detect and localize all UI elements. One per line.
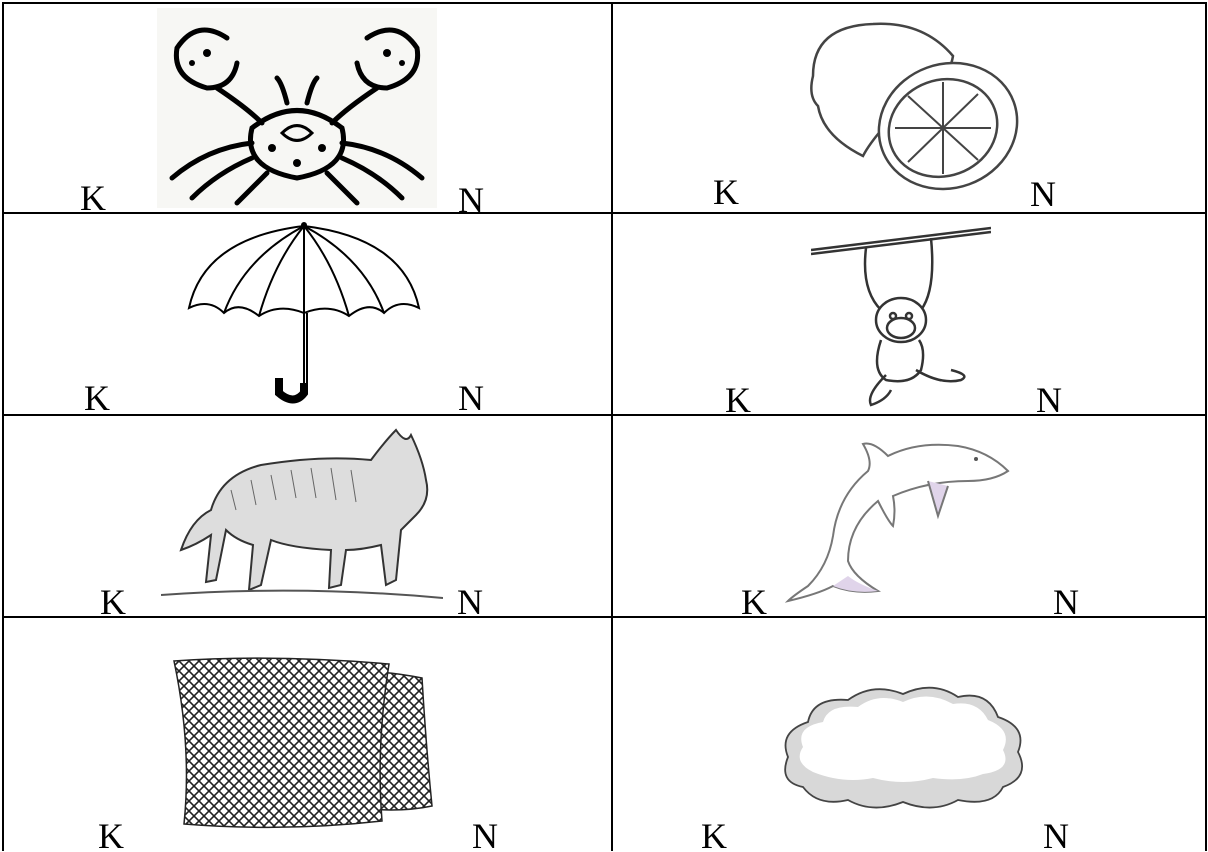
letter-left: K <box>100 582 126 616</box>
cell-umbrella <box>4 214 611 414</box>
cell-dolphin <box>613 416 1205 616</box>
letter-left: K <box>725 380 751 414</box>
cloud-picture <box>773 682 1031 812</box>
letter-left: K <box>84 378 110 414</box>
worksheet-table <box>2 2 1207 851</box>
cell-pillows <box>4 618 611 851</box>
cell-lemon <box>613 4 1205 212</box>
monkey-picture <box>811 220 991 410</box>
cell-monkey <box>613 214 1205 414</box>
letter-right: N <box>1036 380 1062 414</box>
cell-crab <box>4 4 611 212</box>
letter-left: K <box>741 582 767 616</box>
cell-wolf <box>4 416 611 616</box>
letter-right: N <box>1043 816 1069 851</box>
letter-right: N <box>457 582 483 616</box>
umbrella-picture <box>184 218 424 408</box>
lemon-picture <box>803 16 1023 196</box>
letter-left: K <box>701 816 727 851</box>
dolphin-picture <box>778 426 1028 606</box>
letter-right: N <box>458 378 484 414</box>
wolf-picture <box>161 420 443 610</box>
letter-right: N <box>1053 582 1079 616</box>
letter-left: K <box>80 178 106 212</box>
cell-cloud <box>613 618 1205 851</box>
letter-right: N <box>458 180 484 212</box>
table-border-right <box>1205 2 1207 851</box>
letter-left: K <box>98 816 124 851</box>
crab-picture <box>157 8 437 208</box>
letter-right: N <box>1030 174 1056 212</box>
letter-right: N <box>472 816 498 851</box>
pillows-picture <box>164 656 436 836</box>
letter-left: K <box>713 172 739 212</box>
